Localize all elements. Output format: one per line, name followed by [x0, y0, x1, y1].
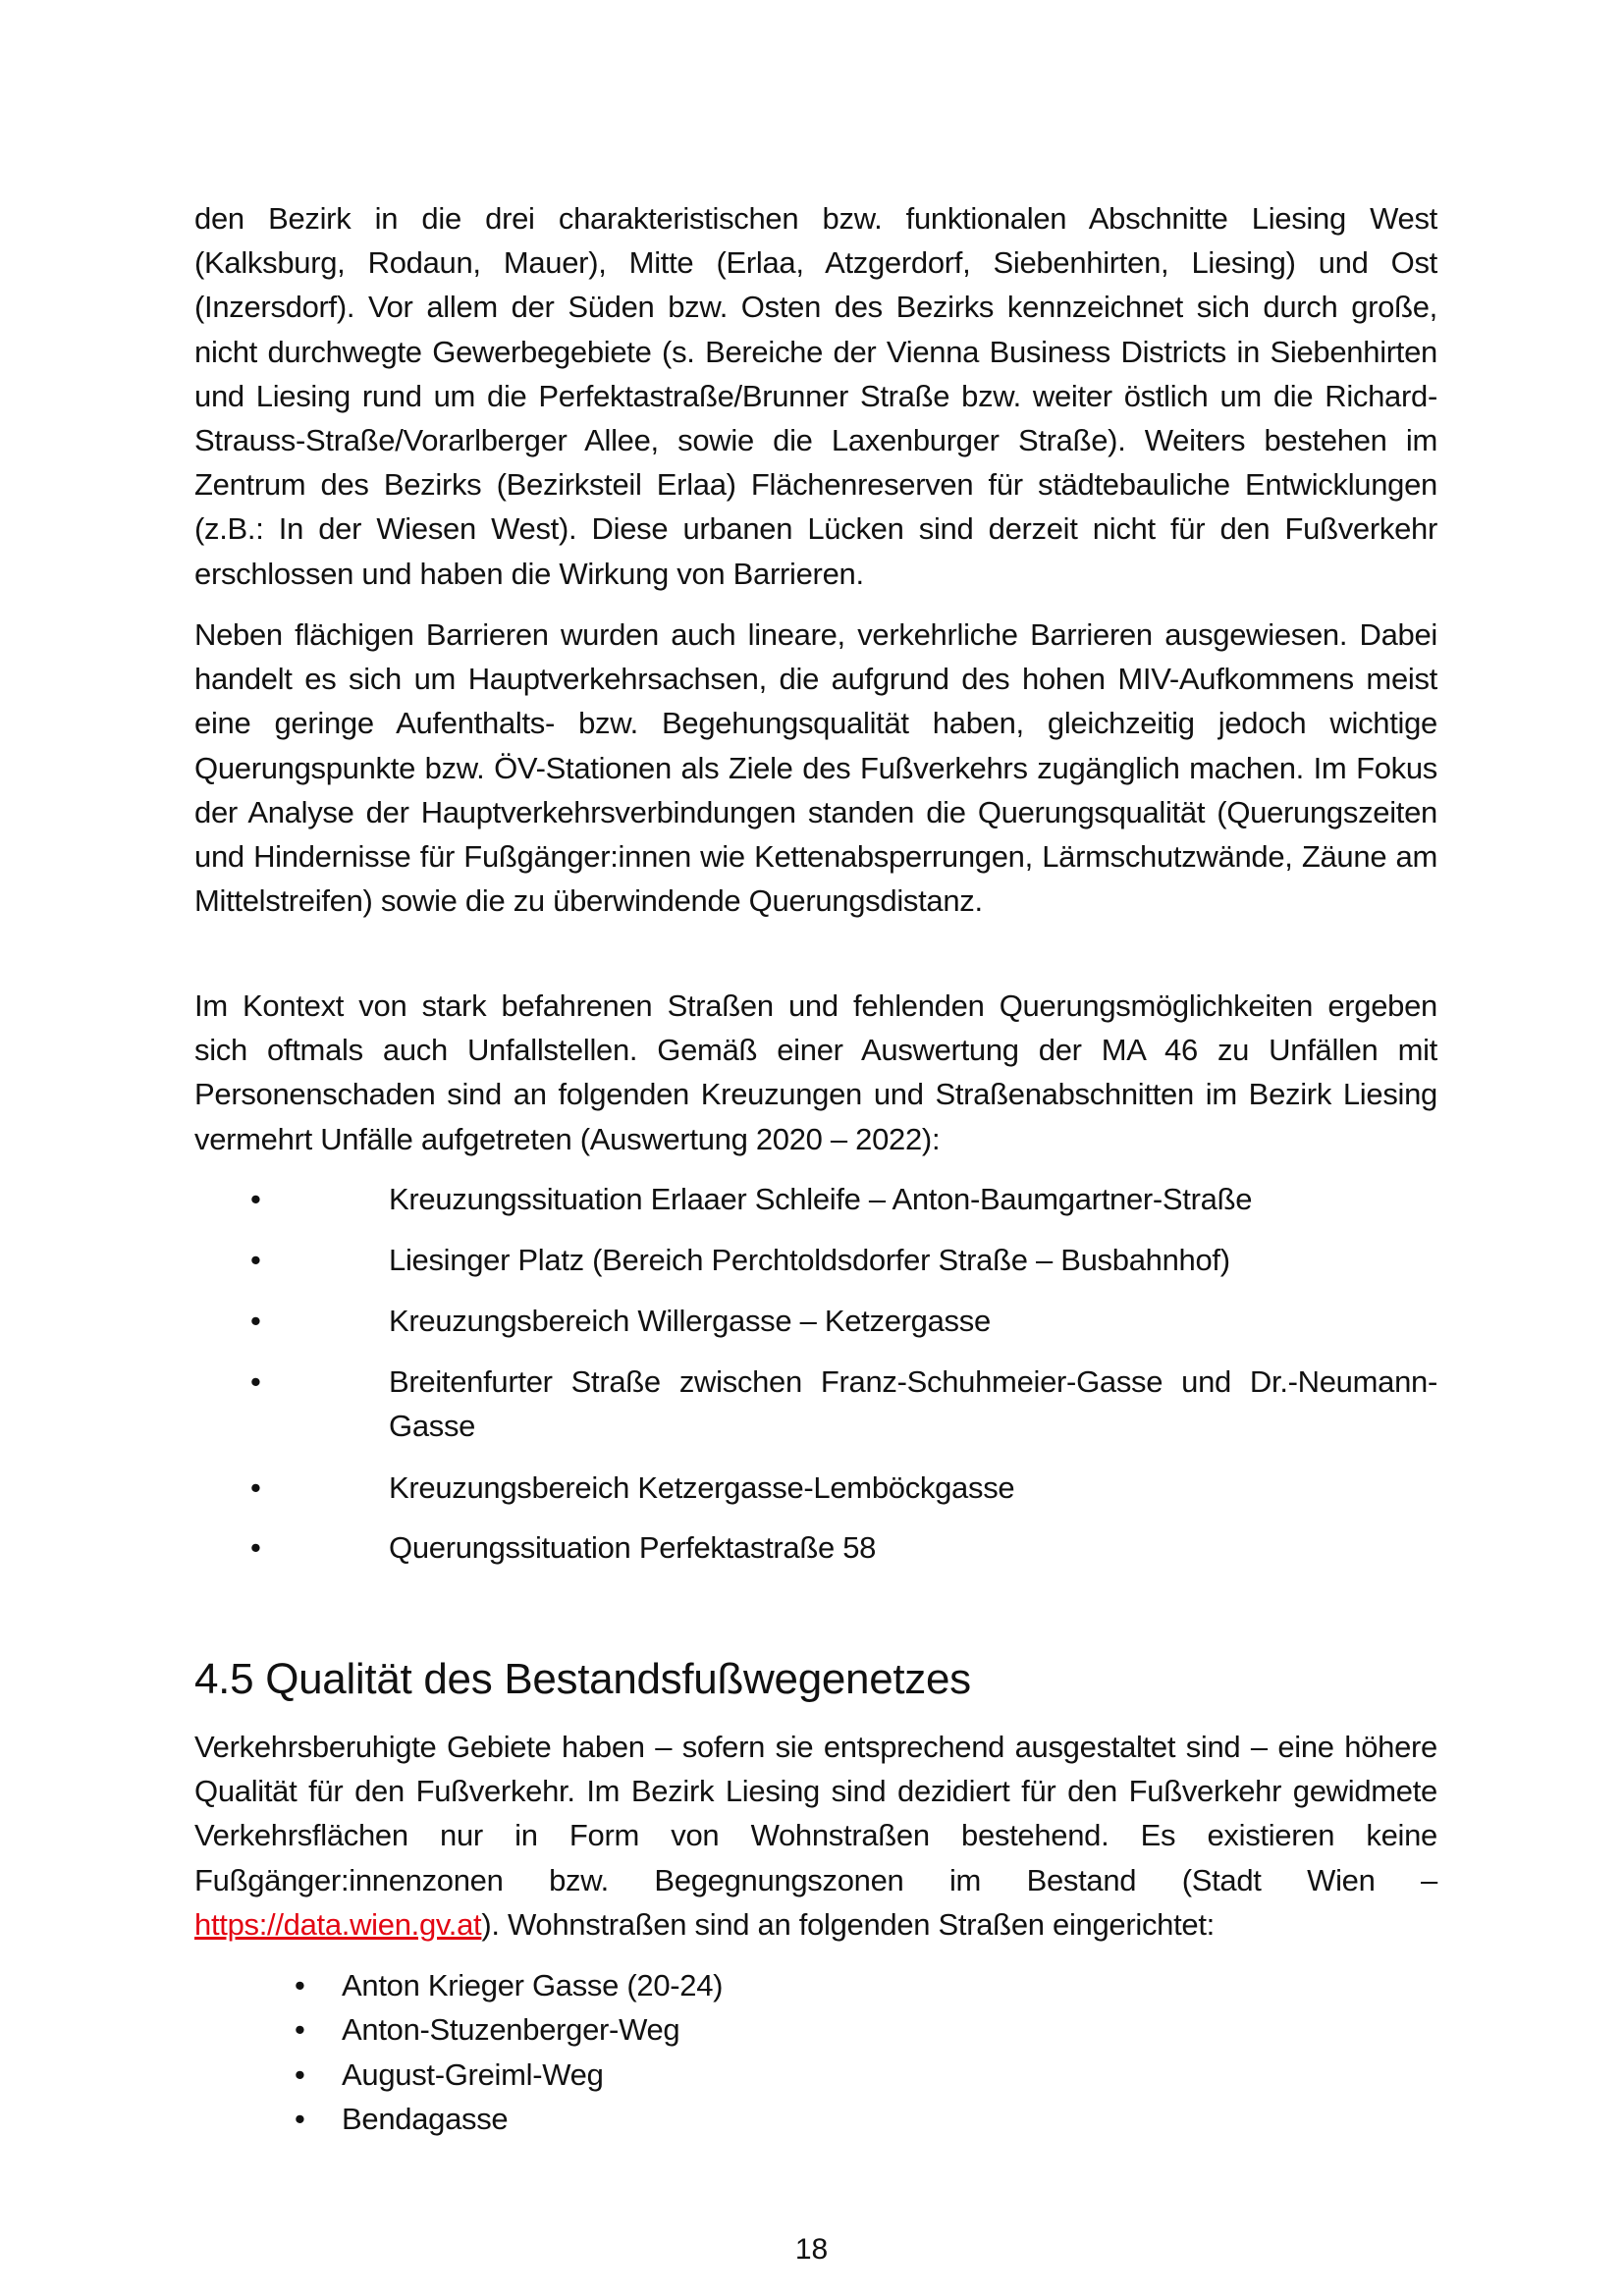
list-item: • Querungssituation Perfektastraße 58	[389, 1525, 1437, 1570]
section-heading: 4.5 Qualität des Bestandsfußwegenetzes	[194, 1655, 971, 1703]
paragraph-barriers-areas: den Bezirk in die drei charakteristischen bzw. funktionalen Abschnitte Liesing West (Kalksburg, Rodaun, Mauer), Mitte (Erlaa, Atzgerdorf, Siebenhirten, Liesing) und Ost (Inzersdorf). Vor allem der Süden bzw. Osten des Bezirks kennzeichnet sich durch große, nicht durchwegte Gewerbegebiete (s. Bereiche der Vienna Business Districts in Siebenhirten und Liesing rund um die Perfektastraße/Brunner Straße bzw. weiter östlich um die Richard-Strauss-Straße/Vorarlberger Allee, sowie die Laxenburger Straße). Weiters bestehen im Zentrum des Bezirks (Bezirksteil Erlaa) Flächenreserven für städtebauliche Entwicklungen (z.B.: In der Wiesen West). Diese urbanen Lücken sind derzeit nicht für den Fußverkehr erschlossen und haben die Wirkung von Barrieren.	[194, 201, 1437, 591]
list-item: • Kreuzungsbereich Willergasse – Ketzergasse	[389, 1299, 1437, 1343]
list-item: • Anton Krieger Gasse (20-24)	[342, 1963, 723, 2007]
list-item: • Liesinger Platz (Bereich Perchtoldsdorfer Straße – Busbahnhof)	[389, 1238, 1437, 1282]
list-item: • Kreuzungssituation Erlaaer Schleife – Anton-Baumgartner-Straße	[389, 1177, 1437, 1221]
bullet-icon: •	[250, 1364, 261, 1399]
bullet-icon: •	[295, 2057, 305, 2092]
data-wien-link[interactable]: https://data.wien.gv.at	[194, 1906, 482, 1942]
bullet-icon: •	[250, 1470, 261, 1505]
page-number: 18	[794, 2233, 829, 2266]
list-item: • Breitenfurter Straße zwischen Franz-Schuhmeier-Gasse und Dr.-Neumann-Gasse	[389, 1360, 1437, 1448]
paragraph-quality: Verkehrsberuhigte Gebiete haben – sofern sie entsprechend ausgestaltet sind – eine höhere Qualität für den Fußverkehr. Im Bezirk Liesing sind dezidiert für den Fußverkehr gewidmete Verkehrsflächen nur in Form von Wohnstraßen bestehend. Es existieren keine Fußgänger:innenzonen bzw. Begegnungszonen im Bestand (Stadt Wien – https://data.wien.gv.at). Wohnstraßen sind an folgenden Straßen eingerichtet:	[194, 1730, 1437, 1942]
bullet-icon: •	[295, 2102, 305, 2136]
paragraph-linear-barriers: Neben flächigen Barrieren wurden auch lineare, verkehrliche Barrieren ausgewiesen. Dabei handelt es sich um Hauptverkehrsachsen, die aufgrund des hohen MIV-Aufkommens meist eine geringe Aufenthalts- bzw. Begehungsqualität haben, gleichzeitig jedoch wichtige Querungspunkte bzw. ÖV-Stationen als Ziele des Fußverkehrs zugänglich machen. Im Fokus der Analyse der Hauptverkehrsverbindungen standen die Querungsqualität (Querungszeiten und Hindernisse für Fußgänger:innen wie Kettenabsperrungen, Lärmschutzwände, Zäune am Mittelstreifen) sowie die zu überwindende Querungsdistanz.	[194, 617, 1437, 919]
list-item: • Bendagasse	[342, 2097, 508, 2141]
bullet-icon: •	[250, 1530, 261, 1565]
list-item: • Anton-Stuzenberger-Weg	[342, 2007, 679, 2052]
bullet-icon: •	[295, 2012, 305, 2047]
bullet-icon: •	[250, 1182, 261, 1216]
paragraph-accidents: Im Kontext von stark befahrenen Straßen und fehlenden Querungsmöglichkeiten ergeben sich oftmals auch Unfallstellen. Gemäß einer Auswertung der MA 46 zu Unfällen mit Personenschaden sind an folgenden Kreuzungen und Straßenabschnitten im Bezirk Liesing vermehrt Unfälle aufgetreten (Auswertung 2020 – 2022):	[194, 988, 1437, 1156]
list-item: • August-Greiml-Weg	[342, 2053, 604, 2097]
bullet-icon: •	[250, 1304, 261, 1338]
bullet-icon: •	[250, 1243, 261, 1277]
bullet-icon: •	[295, 1968, 305, 2002]
list-item: • Kreuzungsbereich Ketzergasse-Lemböckgasse	[389, 1466, 1437, 1510]
